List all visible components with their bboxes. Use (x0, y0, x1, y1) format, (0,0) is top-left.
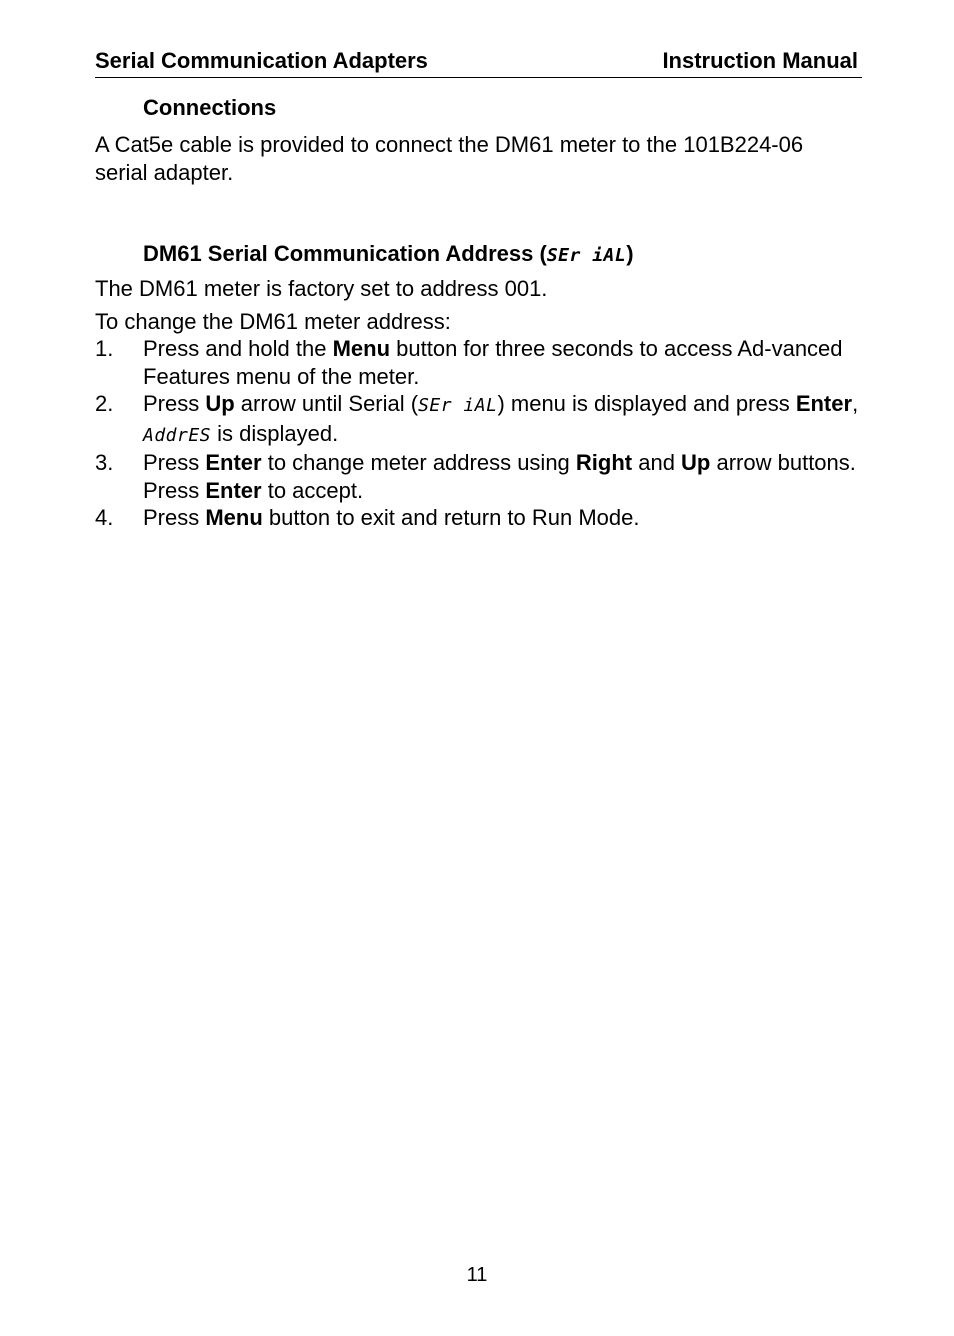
step-number: 3. (95, 450, 114, 475)
step-text: button for three seconds to access Ad-vanced Features menu of the meter. (143, 336, 843, 389)
address-heading-close: ) (626, 241, 634, 266)
step-text: Press (143, 391, 206, 416)
step-item (95, 504, 860, 532)
step-keyword: Enter (205, 477, 262, 503)
connections-paragraph: A Cat5e cable is provided to connect the DM61 meter to the 101B224-06 serial adapter. (95, 132, 804, 185)
step-keyword: Menu (205, 505, 263, 530)
step-text: Press (143, 505, 206, 530)
step-text: arrow until Serial ( (234, 391, 419, 416)
header-right-title: Instruction Manual (662, 48, 858, 73)
address-heading (143, 240, 634, 270)
step-text: button to exit and return to Run Mode. (262, 505, 640, 530)
step-number: 2. (95, 391, 114, 416)
page-number: 11 (466, 1264, 488, 1286)
step-number: 4. (95, 505, 114, 530)
step-keyword: Enter (205, 450, 262, 475)
step-keyword: Up (205, 391, 235, 416)
factory-address-note: The DM61 meter is factory set to address 001. (95, 276, 548, 301)
change-address-intro: To change the DM61 meter address: (95, 309, 451, 334)
serial-display-text: SEr iAL (418, 395, 498, 416)
address-heading-text: DM61 Serial Communication Address ( (143, 241, 547, 266)
step-text: arrow buttons. Press (143, 450, 856, 503)
serial-display-text: SEr iAL (546, 245, 627, 266)
address-steps-list (95, 335, 860, 532)
step-text: Press and hold the (143, 336, 333, 361)
running-header (95, 46, 862, 78)
step-text: to accept. (261, 477, 364, 503)
connections-heading: Connections (143, 95, 277, 120)
address-display-text: AddrES (143, 424, 212, 446)
step-keyword: Menu (332, 336, 391, 361)
step-keyword: Up (681, 450, 711, 475)
step-text: is displayed. (211, 420, 339, 446)
step-keyword: Enter (795, 391, 853, 416)
step-text: and (632, 450, 682, 475)
step-number: 1. (95, 336, 114, 361)
step-item (95, 390, 860, 449)
step-text: to change meter address using (261, 450, 576, 475)
header-left-title: Serial Communication Adapters (95, 48, 428, 73)
step-item (95, 449, 860, 504)
step-text: , (852, 391, 859, 416)
step-item (95, 335, 860, 390)
step-text: ) menu is displayed and press (497, 391, 796, 416)
step-keyword: Right (575, 450, 633, 475)
step-text: Press (143, 450, 206, 475)
